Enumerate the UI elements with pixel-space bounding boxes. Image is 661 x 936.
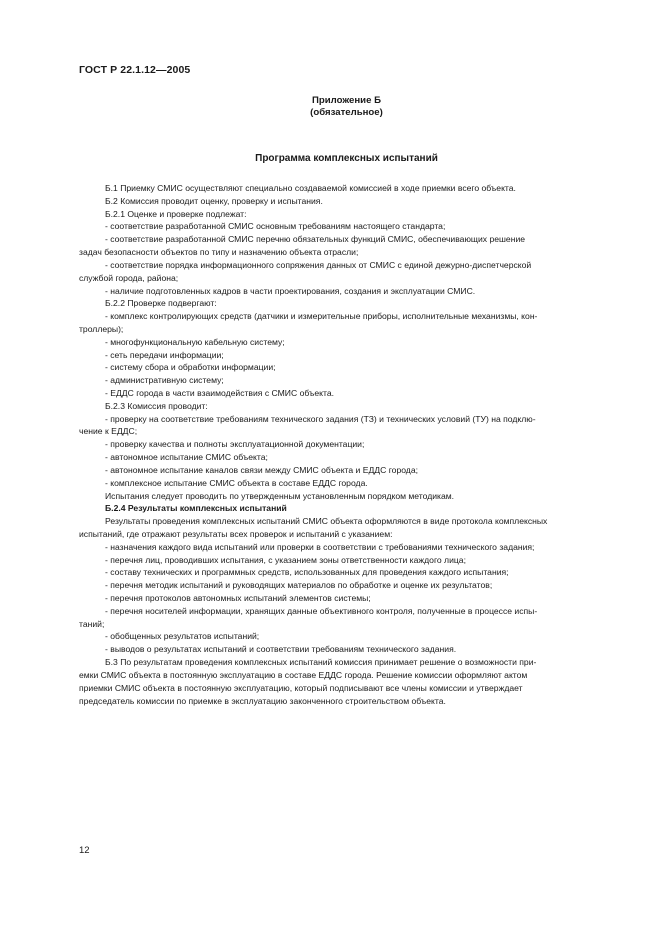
paragraph: Б.2.2 Проверке подвергают: [105, 298, 217, 309]
list-item: - комплексное испытание СМИС объекта в составе ЕДДС города. [105, 477, 368, 488]
paragraph: Результаты проведения комплексных испытаний СМИС объекта оформляются в виде протокола комплексных [105, 516, 548, 527]
subsection-heading: Б.2.4 Результаты комплексных испытаний [105, 503, 287, 514]
document-header: ГОСТ Р 22.1.12—2005 [79, 64, 191, 76]
list-item: - комплекс контролирующих средств (датчики и измерительные приборы, исполнительные механизмы, кон- [105, 311, 538, 322]
list-item: - автономное испытание СМИС объекта; [105, 452, 268, 463]
paragraph: Испытания следует проводить по утвержденным установленным порядком методикам. [105, 490, 455, 501]
list-item: - выводов о результатах испытаний и соответствии требованиям технического задания. [105, 644, 457, 655]
list-item-continuation: службой города, района; [79, 272, 179, 283]
paragraph: Б.2.1 Оценке и проверке подлежат: [105, 208, 247, 219]
list-item-continuation: троллеры); [79, 323, 124, 334]
list-item-continuation: задач безопасности объектов по типу и назначению объекта отрасли; [79, 247, 359, 258]
list-item: - автономное испытание каналов связи между СМИС объекта и ЕДДС города; [105, 464, 418, 475]
list-item: - перечня лиц, проводивших испытания, с указанием зоны ответственности каждого лица; [105, 554, 466, 565]
list-item: - перечня носителей информации, хранящих данные объективного контроля, полученные в процессе испы- [105, 605, 538, 616]
list-item: - соответствие порядка информационного сопряжения данных от СМИС с единой дежурно-диспетчерской [105, 259, 532, 270]
list-item: - наличие подготовленных кадров в части проектирования, создания и эксплуатации СМИС. [105, 285, 476, 296]
list-item: - ЕДДС города в части взаимодействия с СМИС объекта. [105, 388, 334, 398]
list-item: - проверку качества и полноты эксплуатационной документации; [105, 439, 365, 450]
list-item-continuation: таний; [79, 618, 105, 629]
list-item: - обобщенных результатов испытаний; [105, 631, 260, 642]
appendix-status: (обязательное) [310, 107, 383, 118]
section-title: Программа комплексных испытаний [255, 153, 438, 164]
list-item: - назначения каждого вида испытаний или проверки в соответствии с требованиями технического задания; [105, 541, 535, 552]
list-item: - систему сбора и обработки информации; [105, 362, 276, 373]
paragraph: Б.2 Комиссия проводит оценку, проверку и испытания. [105, 195, 323, 206]
paragraph-continuation: испытаний, где отражают результаты всех проверок и испытаний с указанием: [79, 528, 393, 539]
list-item: - сеть передачи информации; [105, 349, 224, 360]
paragraph: Б.1 Приемку СМИС осуществляют специально создаваемой комиссией в ходе приемки всего объекта. [105, 183, 516, 193]
paragraph-continuation: емки СМИС объекта в постоянную эксплуатацию в составе ЕДДС города. Решение комиссии оформляют актом [79, 669, 528, 680]
list-item-continuation: чение к ЕДДС; [79, 426, 138, 437]
paragraph: Б.3 По результатам проведения комплексных испытаний комиссия принимает решение о возможности при- [105, 657, 537, 668]
paragraph-continuation: председатель комиссии по приемке в эксплуатацию законченного строительством объекта. [79, 695, 446, 706]
paragraph-continuation: приемки СМИС объекта в постоянную эксплуатацию, который подписывают все члены комиссии и утверждает [79, 682, 523, 693]
list-item: - перечня методик испытаний и руководящих материалов по обработке и оценке их результатов; [105, 580, 493, 591]
list-item: - соответствие разработанной СМИС перечню обязательных функций СМИС, обеспечивающих решение [105, 234, 526, 245]
list-item: - административную систему; [105, 375, 224, 386]
document-body [79, 182, 617, 707]
appendix-heading [0, 95, 661, 119]
list-item: - составу технических и программных средств, использованных для проведения каждого испытания; [105, 567, 509, 578]
list-item: - соответствие разработанной СМИС основным требованиям настоящего стандарта; [105, 221, 446, 232]
page-number: 12 [79, 845, 90, 856]
list-item: - перечня протоколов автономных испытаний элементов системы; [105, 593, 371, 603]
paragraph: Б.2.3 Комиссия проводит: [105, 400, 208, 411]
list-item: - многофункциональную кабельную систему; [105, 336, 285, 347]
list-item: - проверку на соответствие требованиям технического задания (ТЗ) и технических условий (ТУ) на подклю- [105, 413, 536, 424]
appendix-title: Приложение Б [312, 95, 381, 106]
